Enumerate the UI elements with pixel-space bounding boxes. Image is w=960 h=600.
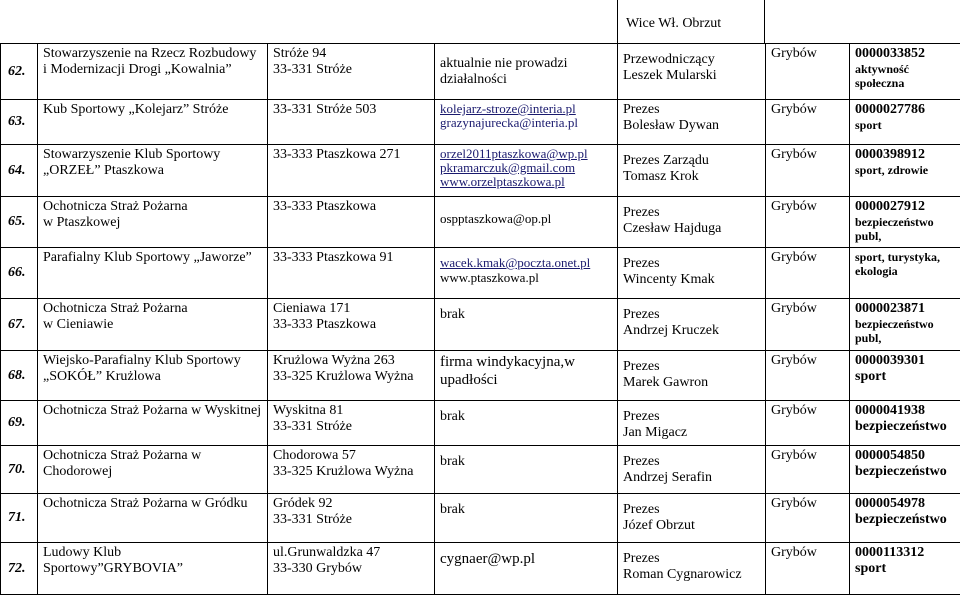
- email-link[interactable]: pkramarczuk@gmail.com: [440, 160, 576, 175]
- role: Prezes Jan Migacz: [618, 401, 766, 446]
- table-row: [1, 248, 960, 299]
- contact: [435, 543, 618, 595]
- category: sport, turystyka, ekologia: [850, 248, 960, 299]
- org-name: Ludowy Klub Sportowy”GRYBOVIA”: [38, 543, 268, 595]
- row-number: 65.: [1, 197, 38, 248]
- org-name: Ochotnicza Straż Pożarna w Ptaszkowej: [38, 197, 268, 248]
- role: Prezes Józef Obrzut: [618, 494, 766, 543]
- category: 0000027786 sport: [850, 100, 960, 145]
- gmina: Grybów: [766, 197, 850, 248]
- org-name: Stowarzyszenie na Rzecz Rozbudowy i Modernizacji Drogi „Kowalnia”: [38, 44, 268, 100]
- role: Prezes Wincenty Kmak: [618, 248, 766, 299]
- category: 0000113312 sport: [850, 543, 960, 595]
- role: Prezes Andrzej Kruczek: [618, 299, 766, 351]
- org-name: Ochotnicza Straż Pożarna w Cieniawie: [38, 299, 268, 351]
- address: 33-331 Stróże 503: [268, 100, 435, 145]
- contact: brak: [435, 494, 618, 543]
- gmina: Grybów: [766, 494, 850, 543]
- table-row: [1, 401, 960, 446]
- role: Prezes Bolesław Dywan: [618, 100, 766, 145]
- address: Chodorowa 57 33-325 Krużlowa Wyżna: [268, 446, 435, 494]
- website-link[interactable]: www.orzelptaszkowa.pl: [440, 174, 565, 189]
- category: 0000054850 bezpieczeństwo: [850, 446, 960, 494]
- contact: [435, 197, 618, 248]
- row-number: 72.: [1, 543, 38, 595]
- organizations-table: [0, 43, 960, 595]
- role: Prezes Andrzej Serafin: [618, 446, 766, 494]
- category: 0000039301 sport: [850, 351, 960, 401]
- table-row: [1, 351, 960, 401]
- email-link[interactable]: kolejarz-stroze@interia.pl: [440, 101, 576, 116]
- gmina: Grybów: [766, 100, 850, 145]
- table-row: [1, 100, 960, 145]
- gmina: Grybów: [766, 248, 850, 299]
- row-number: 66.: [1, 248, 38, 299]
- role: Prezes Marek Gawron: [618, 351, 766, 401]
- gmina: Grybów: [766, 145, 850, 197]
- address: Gródek 92 33-331 Stróże: [268, 494, 435, 543]
- gmina: Grybów: [766, 44, 850, 100]
- row-number: 70.: [1, 446, 38, 494]
- table-row: [1, 197, 960, 248]
- contact: aktualnie nie prowadzi działalności: [435, 44, 618, 100]
- row-number: 67.: [1, 299, 38, 351]
- row-number: 64.: [1, 145, 38, 197]
- contact: brak: [435, 299, 618, 351]
- row-number: 69.: [1, 401, 38, 446]
- category: 0000041938 bezpieczeństwo: [850, 401, 960, 446]
- address: Krużlowa Wyżna 263 33-325 Krużlowa Wyżna: [268, 351, 435, 401]
- contact: [435, 100, 618, 145]
- category: 0000398912 sport, zdrowie: [850, 145, 960, 197]
- email-link[interactable]: wacek.kmak@poczta.onet.pl: [440, 255, 591, 270]
- header-note: Wice Wł. Obrzut: [626, 16, 722, 31]
- role: Prezes Zarządu Tomasz Krok: [618, 145, 766, 197]
- org-name: Stowarzyszenie Klub Sportowy „ORZEŁ” Ptaszkowa: [38, 145, 268, 197]
- table-row: [1, 44, 960, 100]
- role: Prezes Czesław Hajduga: [618, 197, 766, 248]
- address: 33-333 Ptaszkowa: [268, 197, 435, 248]
- address: Cieniawa 171 33-333 Ptaszkowa: [268, 299, 435, 351]
- email-link[interactable]: orzel2011ptaszkowa@wp.pl: [440, 146, 588, 161]
- org-name: Parafialny Klub Sportowy „Jaworze”: [38, 248, 268, 299]
- gmina: Grybów: [766, 543, 850, 595]
- gmina: Grybów: [766, 351, 850, 401]
- row-number: 68.: [1, 351, 38, 401]
- email-link[interactable]: grazynajurecka@interia.pl: [440, 115, 578, 130]
- gmina: Grybów: [766, 446, 850, 494]
- contact: [435, 248, 618, 299]
- category: 0000033852 aktywność społeczna: [850, 44, 960, 100]
- gmina: Grybów: [766, 401, 850, 446]
- table-row: [1, 494, 960, 543]
- table-row: [1, 299, 960, 351]
- contact: brak: [435, 446, 618, 494]
- role: Przewodniczący Leszek Mularski: [618, 44, 766, 100]
- row-number: 71.: [1, 494, 38, 543]
- contact: brak: [435, 401, 618, 446]
- org-name: Ochotnicza Straż Pożarna w Wyskitnej: [38, 401, 268, 446]
- contact: firma windykacyjna,w upadłości: [435, 351, 618, 401]
- table-row: [1, 145, 960, 197]
- website-text: www.ptaszkowa.pl: [440, 270, 539, 285]
- org-name: Ochotnicza Straż Pożarna w Gródku: [38, 494, 268, 543]
- table-row: [1, 446, 960, 494]
- contact: [435, 145, 618, 197]
- address: 33-333 Ptaszkowa 91: [268, 248, 435, 299]
- table-row: [1, 543, 960, 595]
- email-text: cygnaer@wp.pl: [440, 551, 536, 567]
- org-name: Kub Sportowy „Kolejarz” Stróże: [38, 100, 268, 145]
- header-note-cell: [617, 0, 765, 44]
- address: Stróże 94 33-331 Stróże: [268, 44, 435, 100]
- address: Wyskitna 81 33-331 Stróże: [268, 401, 435, 446]
- gmina: Grybów: [766, 299, 850, 351]
- org-name: Ochotnicza Straż Pożarna w Chodorowej: [38, 446, 268, 494]
- org-name: Wiejsko-Parafialny Klub Sportowy „SOKÓŁ” Krużlowa: [38, 351, 268, 401]
- email-text: ospptaszkowa@op.pl: [440, 211, 552, 226]
- address: 33-333 Ptaszkowa 271: [268, 145, 435, 197]
- role: Prezes Roman Cygnarowicz: [618, 543, 766, 595]
- row-number: 62.: [1, 44, 38, 100]
- category: 0000027912 bezpieczeństwo publ,: [850, 197, 960, 248]
- address: ul.Grunwaldzka 47 33-330 Grybów: [268, 543, 435, 595]
- category: 0000023871 bezpieczeństwo publ,: [850, 299, 960, 351]
- category: 0000054978 bezpieczeństwo: [850, 494, 960, 543]
- row-number: 63.: [1, 100, 38, 145]
